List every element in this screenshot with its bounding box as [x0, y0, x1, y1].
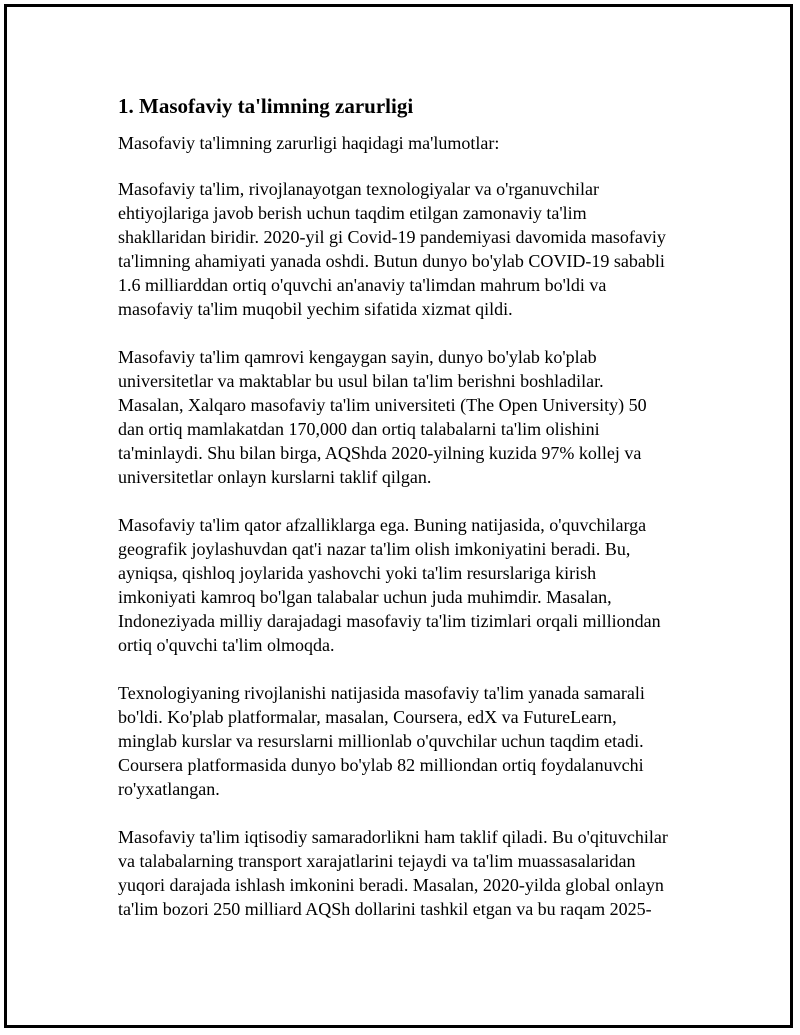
paragraph-line: imkoniyati kamroq bo'lgan talabalar uchun juda muhimdir. Masalan, — [118, 587, 612, 607]
paragraph-line: Masofaviy ta'lim qator afzalliklarga ega. Buning natijasida, o'quvchilarga — [118, 515, 647, 535]
document-body — [118, 93, 684, 945]
paragraph-line: dan ortiq mamlakatdan 170,000 dan ortiq talabalarni ta'lim olishini — [118, 419, 600, 439]
paragraph-line: shakllaridan biridir. 2020-yil gi Covid-19 pandemiyasi davomida masofaviy — [118, 227, 666, 247]
paragraph-line: ta'lim bozori 250 milliard AQSh dollarini tashkil etgan va bu raqam 2025- — [118, 899, 652, 919]
paragraph-line: ro'yxatlangan. — [118, 779, 220, 799]
body-paragraph — [118, 681, 684, 801]
paragraph-line: Masalan, Xalqaro masofaviy ta'lim universiteti (The Open University) 50 — [118, 395, 647, 415]
paragraph-line: Indoneziyada milliy darajadagi masofaviy ta'lim tizimlari orqali milliondan — [118, 611, 661, 631]
body-paragraph — [118, 177, 684, 321]
body-paragraph — [118, 345, 684, 489]
paragraph-line: bo'ldi. Ko'plab platformalar, masalan, Coursera, edX va FutureLearn, — [118, 707, 617, 727]
body-paragraph — [118, 513, 684, 657]
paragraph-line: Masofaviy ta'lim iqtisodiy samaradorlikni ham taklif qiladi. Bu o'qituvchilar — [118, 827, 668, 847]
paragraph-line: va talabalarning transport xarajatlarini tejaydi va ta'lim muassasalaridan — [118, 851, 636, 871]
section-heading: 1. Masofaviy ta'limning zarurligi — [118, 94, 414, 118]
paragraph-line: Texnologiyaning rivojlanishi natijasida masofaviy ta'lim yanada samarali — [118, 683, 645, 703]
paragraph-line: Masofaviy ta'lim, rivojlanayotgan texnologiyalar va o'rganuvchilar — [118, 179, 600, 199]
body-paragraph — [118, 825, 684, 921]
paragraph-line: universitetlar va maktablar bu usul bilan ta'lim berishni boshladilar. — [118, 371, 604, 391]
paragraph-line: masofaviy ta'lim muqobil yechim sifatida xizmat qildi. — [118, 299, 513, 319]
paragraph-line: Masofaviy ta'lim qamrovi kengaygan sayin, dunyo bo'ylab ko'plab — [118, 347, 597, 367]
paragraph-line: yuqori darajada ishlash imkonini beradi. Masalan, 2020-yilda global onlayn — [118, 875, 664, 895]
paragraph-line: ta'limning ahamiyati yanada oshdi. Butun dunyo bo'ylab COVID-19 sababli — [118, 251, 665, 271]
paragraph-line: ehtiyojlariga javob berish uchun taqdim etilgan zamonaviy ta'lim — [118, 203, 587, 223]
intro-line: Masofaviy ta'limning zarurligi haqidagi ma'lumotlar: — [118, 133, 500, 153]
paragraph-line: ta'minlaydi. Shu bilan birga, AQShda 2020-yilning kuzida 97% kollej va — [118, 443, 642, 463]
paragraph-list — [118, 177, 684, 921]
paragraph-line: geografik joylashuvdan qat'i nazar ta'lim olish imkoniyatini beradi. Bu, — [118, 539, 631, 559]
paragraph-line: Coursera platformasida dunyo bo'ylab 82 milliondan ortiq foydalanuvchi — [118, 755, 644, 775]
paragraph-line: minglab kurslar va resurslarni millionlab o'quvchilar uchun taqdim etadi. — [118, 731, 644, 751]
paragraph-line: ayniqsa, qishloq joylarida yashovchi yoki ta'lim resurslariga kirish — [118, 563, 597, 583]
paragraph-line: ortiq o'quvchi ta'lim olmoqda. — [118, 635, 335, 655]
paragraph-line: universitetlar onlayn kurslarni taklif qilgan. — [118, 467, 432, 487]
paragraph-line: 1.6 milliarddan ortiq o'quvchi an'anaviy ta'limdan mahrum bo'ldi va — [118, 275, 607, 295]
